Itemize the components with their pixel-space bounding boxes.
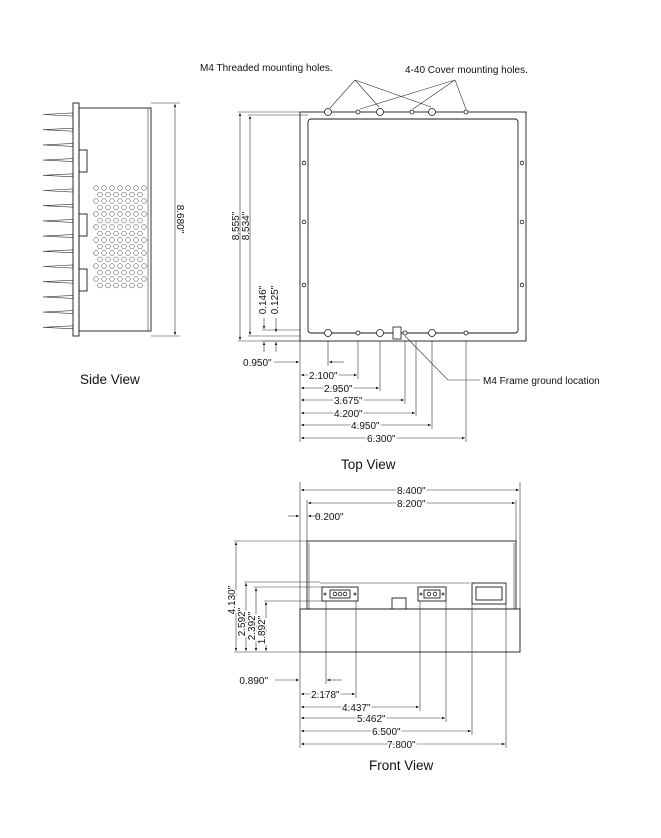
vent-hole [138,270,143,275]
threaded-hole [429,330,436,337]
vent-hole [134,277,139,282]
vent-hole [138,205,143,210]
dim-8400: 8.400" [397,486,426,497]
vent-hole [130,270,135,275]
heat-sink-fin [43,159,73,162]
dim-x-4950: 4.950" [351,421,380,432]
front-view-base-plate [300,609,520,652]
vent-hole [118,264,123,269]
vent-hole [122,231,127,236]
vent-hole [122,257,127,262]
dim-x-4200: 4.200" [334,409,363,420]
heat-sink-fin [43,174,73,177]
threaded-hole [403,331,407,335]
threaded-hole [429,109,436,116]
vent-hole [130,218,135,223]
side-view-tab-top [79,150,87,172]
dim-x-0950: 0.950" [243,358,272,369]
vent-hole [138,283,143,288]
vent-hole [98,257,103,262]
connector-1 [322,587,358,601]
vent-hole [130,257,135,262]
center-block [392,598,406,609]
vent-hole [118,199,123,204]
dim-2592: 2.592" [237,607,248,637]
vent-hole [106,218,111,223]
front-view-left-dims [227,541,322,652]
heat-sink-fin [43,235,73,238]
dim-x-7800: 7.800" [387,740,416,751]
top-view-caption: Top View [341,457,396,472]
vent-hole [118,212,123,217]
heat-sink-fin [43,265,73,268]
dim-x-5462: 5.462" [357,714,386,725]
vent-hole [134,238,139,243]
vent-hole [94,225,99,230]
vent-hole [138,231,143,236]
heat-sink-fin [43,204,73,207]
vent-hole [98,231,103,236]
vent-hole [138,257,143,262]
vent-hole [102,199,107,204]
vent-hole [142,199,147,204]
front-view-window [472,583,506,604]
side-view-base-plate [73,103,79,336]
side-view [43,103,185,387]
vent-hole [122,270,127,275]
vent-hole [114,257,119,262]
vent-hole [118,225,123,230]
vent-hole [102,238,107,243]
heat-sink-fin [43,326,73,329]
vent-hole [126,212,131,217]
vent-hole [94,186,99,191]
heat-sink-fin [43,250,73,253]
heat-sink-fin [43,311,73,314]
vent-hole [110,225,115,230]
vent-hole [122,192,127,197]
cover-holes-label: 4-40 Cover mounting holes. [405,65,528,76]
vent-hole [110,251,115,256]
dim-4130: 4.130" [227,585,238,615]
vent-hole [106,192,111,197]
heat-sink-fin [43,295,73,298]
top-view-inner-cover [308,119,518,333]
vent-hole [106,205,111,210]
vent-hole [142,225,147,230]
vent-hole [134,251,139,256]
vent-hole [126,225,131,230]
threaded-hole [325,330,332,337]
dim-x-2178: 2.178" [311,690,340,701]
vent-hole [102,225,107,230]
vent-hole [114,218,119,223]
vent-hole [130,231,135,236]
vent-hole [126,199,131,204]
dim-x-6300: 6.300" [367,434,396,445]
connector-2 [418,587,446,601]
vent-hole [118,238,123,243]
front-view-bottom-dims [239,601,506,751]
vent-hole [118,251,123,256]
vent-hole [106,270,111,275]
heat-sink-fin [43,113,73,116]
vent-hole [110,212,115,217]
vent-hole [94,199,99,204]
cover-hole [464,331,468,335]
vent-hole [118,186,123,191]
vent-hole [130,192,135,197]
vent-hole [114,231,119,236]
side-view-tab-mid [79,214,87,236]
side-view-height-dim: 8.680" [174,204,185,234]
vent-hole [98,283,103,288]
vent-hole [102,277,107,282]
threaded-hole [377,109,384,116]
cover-hole [356,331,360,335]
vent-hole [142,277,147,282]
vent-hole [114,270,119,275]
front-view-top-dims [288,482,520,652]
vent-hole [134,225,139,230]
vent-hole [126,238,131,243]
vent-hole [106,257,111,262]
vent-hole [94,212,99,217]
vent-hole [138,192,143,197]
vent-hole [138,218,143,223]
vent-hole [110,186,115,191]
vent-hole [106,244,111,249]
top-view [200,63,600,472]
vent-hole [122,283,127,288]
top-view-bottom-dims [243,341,466,445]
vent-hole [94,264,99,269]
vent-hole [134,264,139,269]
vent-hole [130,205,135,210]
vent-hole [122,218,127,223]
vent-hole [98,270,103,275]
vent-hole [134,186,139,191]
dim-0146: 0.146" [258,285,269,315]
vent-hole [142,238,147,243]
vent-hole [114,244,119,249]
ground-location-marker [393,327,401,339]
threaded-holes-label: M4 Threaded mounting holes. [200,63,333,74]
vent-hole [142,251,147,256]
front-view-caption: Front View [369,758,434,773]
vent-hole [114,192,119,197]
dim-8200: 8.200" [397,499,426,510]
dim-x-2100: 2.100" [309,371,338,382]
dim-8555: 8.555" [231,211,242,241]
vent-hole [94,251,99,256]
dim-8534: 8.534" [241,211,252,241]
dim-x-4437: 4.437" [342,703,371,714]
heat-sink-fin [43,189,73,192]
vent-hole [142,212,147,217]
dim-x-6500: 6.500" [372,727,401,738]
cover-hole [464,110,468,114]
vent-hole [94,277,99,282]
dim-x-2950: 2.950" [324,384,353,395]
vent-hole [110,264,115,269]
cover-hole [356,110,360,114]
vent-hole [110,277,115,282]
vent-hole [110,199,115,204]
vent-hole [142,264,147,269]
dim-x-3675: 3.675" [334,396,363,407]
vent-hole [102,212,107,217]
vent-hole [102,264,107,269]
side-view-vent-holes [94,186,147,288]
vent-hole [134,199,139,204]
front-view [227,482,520,773]
vent-hole [98,244,103,249]
vent-hole [126,264,131,269]
side-view-tab-bottom [79,269,87,291]
vent-hole [138,244,143,249]
top-view-outer-frame [300,112,526,341]
vent-hole [130,244,135,249]
vent-hole [122,205,127,210]
heat-sink-fin [43,219,73,222]
vent-hole [114,283,119,288]
heat-sink-fin [43,280,73,283]
side-view-body [79,108,151,331]
dim-x-0890: 0.890" [239,676,268,687]
vent-hole [102,251,107,256]
heat-sink-fin [43,143,73,146]
front-view-housing [307,541,516,609]
vent-hole [106,283,111,288]
vent-hole [110,238,115,243]
vent-hole [98,205,103,210]
vent-hole [106,231,111,236]
vent-hole [98,218,103,223]
vent-hole [122,244,127,249]
threaded-hole [377,330,384,337]
side-view-fins [43,113,73,329]
vent-hole [134,212,139,217]
ground-location-label: M4 Frame ground location [483,376,600,387]
vent-hole [126,251,131,256]
dim-2392: 2.392" [247,611,258,641]
vent-hole [130,283,135,288]
top-view-side-holes [302,161,524,287]
vent-hole [142,186,147,191]
heat-sink-fin [43,128,73,131]
dim-0200: 0.200" [315,512,344,523]
dim-0125: 0.125" [270,285,281,315]
vent-hole [126,186,131,191]
dim-1892: 1.892" [257,615,268,645]
vent-hole [126,277,131,282]
vent-hole [114,205,119,210]
vent-hole [98,192,103,197]
vent-hole [118,277,123,282]
vent-hole [94,238,99,243]
threaded-hole [325,109,332,116]
side-view-caption: Side View [80,372,140,387]
cover-hole [410,110,414,114]
top-view-left-dims [231,112,308,352]
vent-hole [102,186,107,191]
